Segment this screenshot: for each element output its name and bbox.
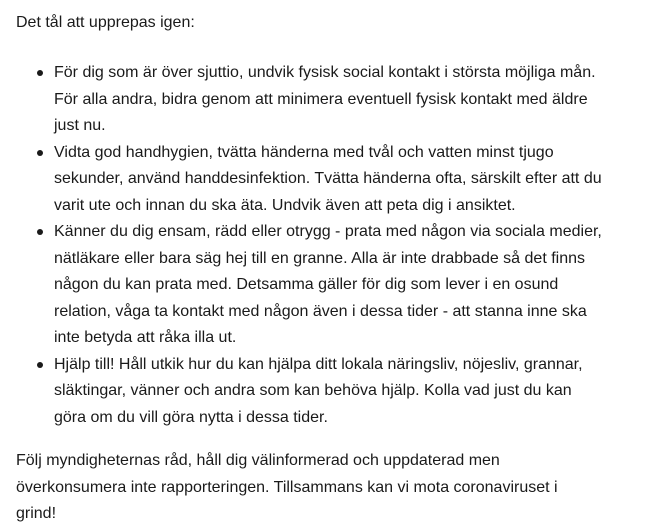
list-item-line: För dig som är över sjuttio, undvik fysisk social kontakt i största möjliga mån. — [54, 64, 596, 81]
intro-paragraph: Det tål att upprepas igen: — [16, 14, 195, 31]
list-item-line: Känner du dig ensam, rädd eller otrygg - prata med någon via sociala medier, — [54, 223, 602, 240]
list-item-line: sekunder, använd handdesinfektion. Tvätta händerna ofta, särskilt efter att du — [54, 170, 602, 187]
list-item — [54, 219, 654, 352]
list-item-line: någon du kan prata med. Detsamma gäller för dig som lever i en osund — [54, 276, 559, 293]
list-item-line: Hjälp till! Håll utkik hur du kan hjälpa ditt lokala näringsliv, nöjesliv, grannar, — [54, 355, 583, 373]
list-item-line: För alla andra, bidra genom att minimera eventuell fysisk kontakt med äldre — [54, 90, 588, 108]
closing-line: grind! — [16, 505, 57, 522]
list-item-line: nätläkare eller bara säg hej till en granne. Alla är inte drabbade så det finns — [54, 249, 586, 267]
list-item-line: göra om du vill göra nytta i dessa tider. — [54, 408, 328, 426]
closing-paragraph — [16, 448, 646, 528]
bullet-icon — [37, 362, 43, 368]
bullet-icon — [37, 70, 43, 76]
closing-line: Följ myndigheternas råd, håll dig välinformerad och uppdaterad men — [16, 452, 500, 469]
bullet-icon — [37, 229, 43, 235]
list-item-line: Vidta god handhygien, tvätta händerna med tvål och vatten minst tjugo — [54, 143, 554, 161]
list-item-line: varit ute och innan du ska äta. Undvik även att peta dig i ansiktet. — [54, 196, 516, 214]
list-item — [54, 352, 654, 432]
closing-line: överkonsumera inte rapporteringen. Tillsammans kan vi mota coronaviruset i — [16, 478, 558, 496]
list-item — [54, 140, 654, 220]
advice-list — [54, 60, 654, 431]
list-item — [54, 60, 654, 140]
list-item-line: just nu. — [54, 117, 106, 134]
bullet-icon — [37, 150, 43, 156]
list-item-line: inte betyda att råka illa ut. — [54, 329, 237, 346]
list-item-line: relation, våga ta kontakt med någon även i dessa tider - att stanna inne ska — [54, 302, 587, 320]
list-item-line: släktingar, vänner och andra som kan behöva hjälp. Kolla vad just du kan — [54, 382, 572, 399]
